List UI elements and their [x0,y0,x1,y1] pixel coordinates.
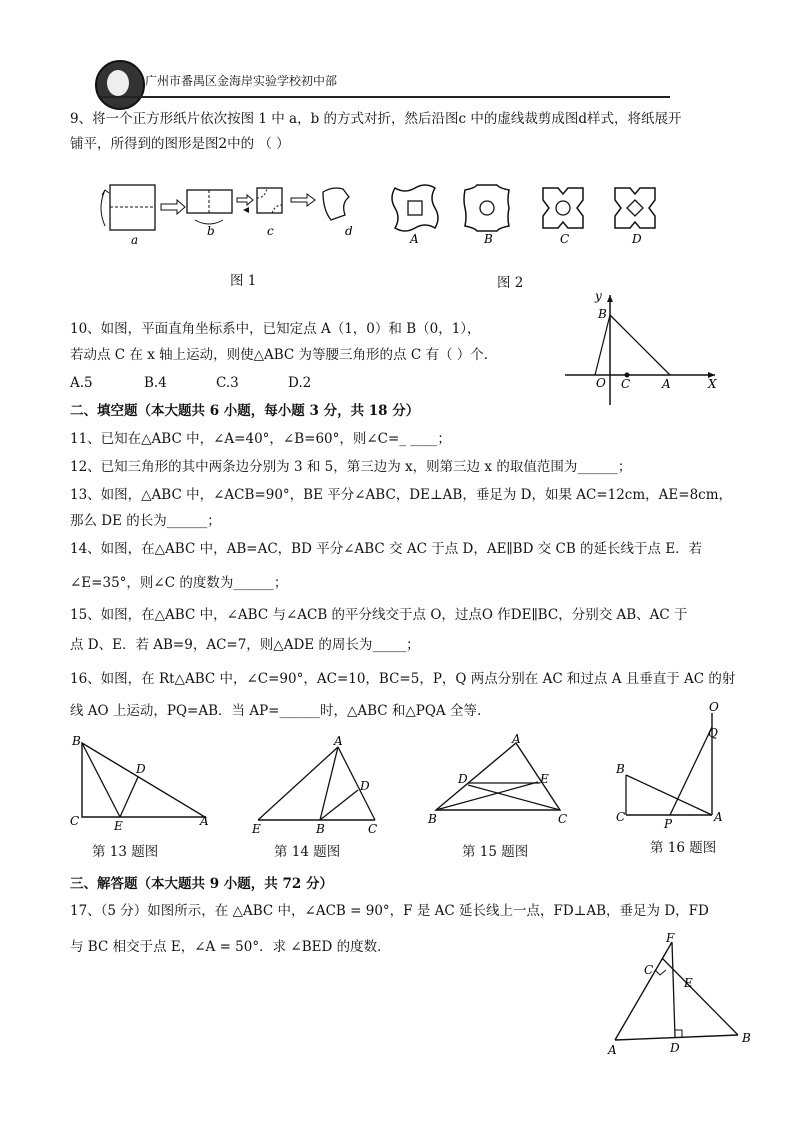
q16-c-label: C [616,810,626,824]
fig2-label-b: B [484,232,493,246]
q12: 12、已知三角形的其中两条边分别为 3 和 5，第三边为 x，则第三边 x 的取值范围为______； [70,459,632,475]
fold-figure-1 [95,178,365,248]
q13-d-label: D [136,762,146,776]
q13-e-label: E [114,819,123,833]
q16-p-label: P [664,817,673,831]
fig1-label-a: a [131,233,139,247]
q10-c-label: C [621,377,631,391]
q16-figure [612,700,732,835]
q17-e-label: E [684,976,693,990]
q13-line2: 那么 DE 的长为______； [70,513,221,529]
q17-f-label: F [666,931,675,945]
fig1-label-d: d [345,224,353,238]
q10-line2: 若动点 C 在 x 轴上运动，则使△ABC 为等腰三角形的点 C 有（ ）个. [70,347,489,363]
q16-caption: 第 16 题图 [650,840,717,856]
q16-a-label: A [714,810,723,824]
q14-figure [250,735,390,835]
q17-d-label: D [670,1041,680,1055]
q14-line1: 14、如图，在△ABC 中，AB=AC，BD 平分∠ABC 交 AC 于点 D，AE∥BD 交 CB 的延长线于点 E．若 [70,541,703,557]
q10-option-d: D.2 [288,375,312,391]
q17-b-label: B [742,1031,751,1045]
q16-b-label: B [616,762,625,776]
q16-o-label: O [709,700,719,714]
q13-c-label: C [70,814,80,828]
q10-o-label: O [596,376,606,390]
section-3-heading: 三、解答题（本大题共 9 小题，共 72 分） [70,876,333,892]
q10-option-b: B.4 [144,375,167,391]
q13-a-label: A [200,814,209,828]
q10-option-c: C.3 [216,375,239,391]
q16-line1: 16、如图，在 Rt△ABC 中，∠C=90°，AC=10，BC=5，P，Q 两点分别在 AC 和过点 A 且垂直于 AC 的射 [70,671,736,687]
q9-line2: 铺平，所得到的图形是图2中的 （ ） [70,136,290,152]
section-2-heading: 二、填空题（本大题共 6 小题，每小题 3 分，共 18 分） [70,403,420,419]
q14-d-label: D [360,779,370,793]
q13-caption: 第 13 题图 [92,844,159,860]
fold-figure-2 [390,185,670,250]
q15-e-label: E [540,772,549,786]
fig1-caption: 图 1 [230,273,257,289]
q11: 11、已知在△ABC 中，∠A=40°，∠B=60°，则∠C=_ ____； [70,431,451,447]
q17-c-label: C [644,963,654,977]
option-d-shape [615,188,655,246]
fig2-caption: 图 2 [497,275,524,291]
q10-option-a: A.5 [70,375,93,391]
option-c-shape [543,188,583,246]
option-b-shape [464,185,509,246]
q15-b-label: B [428,812,437,826]
q15-c-label: C [558,812,568,826]
header-rule [100,96,670,98]
q10-x-label: X [708,377,717,391]
q10-coordinate-figure [565,290,725,410]
q14-caption: 第 14 题图 [274,844,341,860]
q17-figure [600,930,760,1065]
school-logo [95,60,145,110]
q17-a-label: A [608,1043,617,1057]
q15-d-label: D [458,772,468,786]
q10-b-label: B [598,307,607,321]
q14-c-label: C [368,822,378,836]
school-header: 广州市番禺区金海岸实验学校初中部 [145,74,338,88]
q10-y-label: y [595,289,602,303]
q9-line1: 9、将一个正方形纸片依次按图 1 中 a，b 的方式对折，然后沿图c 中的虚线裁剪成图d样式，将纸展开 [70,111,682,127]
q10-line1: 10、如图，平面直角坐标系中，已知定点 A（1，0）和 B（0，1）， [70,321,481,337]
q17-line1: 17、（5 分）如图所示，在 △ABC 中，∠ACB = 90°，F 是 AC 延长线上一点，FD⊥AB，垂足为 D，FD [70,903,709,919]
q14-a-label: A [334,734,343,748]
q15-line1: 15、如图，在△ABC 中，∠ABC 与∠ACB 的平分线交于点 O，过点O 作DE∥BC，分别交 AB、AC 于 [70,607,688,623]
q15-a-label: A [512,732,521,746]
q13-line1: 13、如图，△ABC 中，∠ACB=90°，BE 平分∠ABC，DE⊥AB，垂足为 D，如果 AC=12cm，AE=8cm， [70,487,733,503]
q13-b-label: B [72,734,81,748]
q13-figure [70,735,220,835]
fig2-label-a: A [410,232,419,246]
q14-b-label: B [316,822,325,836]
q16-q-label: Q [708,726,718,740]
fig2-label-d: D [632,232,642,246]
option-a-shape [392,185,438,246]
q10-a-label: A [662,377,671,391]
fig2-label-c: C [560,232,570,246]
q14-e-label: E [252,822,261,836]
q15-figure [428,732,578,835]
fig1-label-c: c [267,224,274,238]
q15-caption: 第 15 题图 [462,844,529,860]
q16-line2: 线 AO 上运动，PQ=AB．当 AP=______时，△ABC 和△PQA 全等. [70,703,482,719]
q17-line2: 与 BC 相交于点 E，∠A = 50°．求 ∠BED 的度数． [70,939,391,955]
q15-line2: 点 D、E．若 AB=9，AC=7，则△ADE 的周长为_____； [70,637,420,653]
fig1-label-b: b [207,224,215,238]
q14-line2: ∠E=35°，则∠C 的度数为______； [70,575,288,591]
